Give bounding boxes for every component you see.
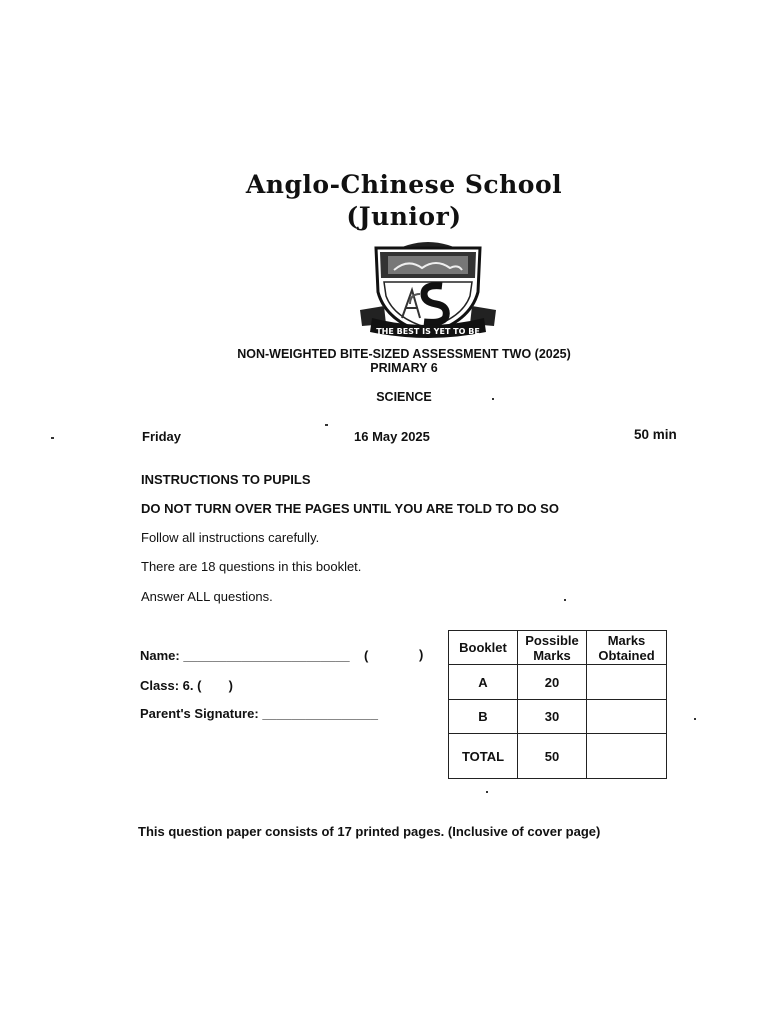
cell-possible: 50 (518, 734, 587, 779)
scan-speck (325, 424, 328, 426)
cell-obtained (587, 734, 667, 779)
instructions-heading: INSTRUCTIONS TO PUPILS (141, 472, 311, 487)
school-crest-logo (358, 234, 498, 340)
name-field-label (140, 648, 350, 663)
cell-obtained (587, 700, 667, 734)
cell-booklet: B (449, 700, 518, 734)
header-marks-obtained: Marks Obtained (587, 631, 667, 665)
cell-booklet: A (449, 665, 518, 700)
marks-table (448, 630, 667, 779)
scan-speck (51, 437, 54, 439)
table-row (449, 665, 667, 700)
assessment-subject: SCIENCE (376, 390, 432, 404)
cell-possible: 20 (518, 665, 587, 700)
table-row (449, 734, 667, 779)
header-booklet: Booklet (449, 631, 518, 665)
signature-field (140, 706, 378, 721)
scan-speck (564, 599, 566, 601)
signature-label: Parent's Signature: (140, 706, 259, 721)
table-row (449, 700, 667, 734)
school-name: Anglo-Chinese School (245, 170, 563, 199)
scan-speck (486, 791, 488, 793)
class-label: Class: 6. ( (140, 678, 202, 693)
name-index-close: ) (419, 647, 424, 662)
cell-obtained (587, 665, 667, 700)
cell-possible: 30 (518, 700, 587, 734)
page-count-note: This question paper consists of 17 printed pages. (Inclusive of cover page) (138, 824, 601, 839)
name-label: Name: (140, 648, 180, 663)
class-close: ) (228, 678, 234, 693)
table-header-row (449, 631, 667, 665)
cell-booklet: TOTAL (449, 734, 518, 779)
signature-blank-line: ________________ (262, 706, 378, 721)
instruction-item: Answer ALL questions. (141, 589, 273, 604)
assessment-title: NON-WEIGHTED BITE-SIZED ASSESSMENT TWO (2025) (237, 347, 571, 361)
scan-speck (694, 718, 696, 720)
class-field (140, 678, 233, 693)
assessment-level: PRIMARY 6 (370, 361, 438, 375)
scan-speck (492, 398, 494, 400)
crest-motto: THE BEST IS YET TO BE (376, 327, 480, 336)
exam-date: 16 May 2025 (354, 429, 430, 444)
instruction-item: Follow all instructions carefully. (141, 530, 320, 545)
name-index-open: ( (364, 648, 369, 663)
name-blank-line: _______________________ (183, 648, 350, 663)
school-subname: (Junior) (346, 202, 462, 231)
instruction-item: There are 18 questions in this booklet. (141, 559, 362, 574)
exam-duration: 50 min (634, 427, 677, 442)
exam-day: Friday (142, 429, 182, 444)
header-possible-marks: Possible Marks (518, 631, 587, 665)
instructions-warning: DO NOT TURN OVER THE PAGES UNTIL YOU ARE TOLD TO DO SO (141, 501, 559, 516)
crest-shield-icon (358, 234, 498, 340)
